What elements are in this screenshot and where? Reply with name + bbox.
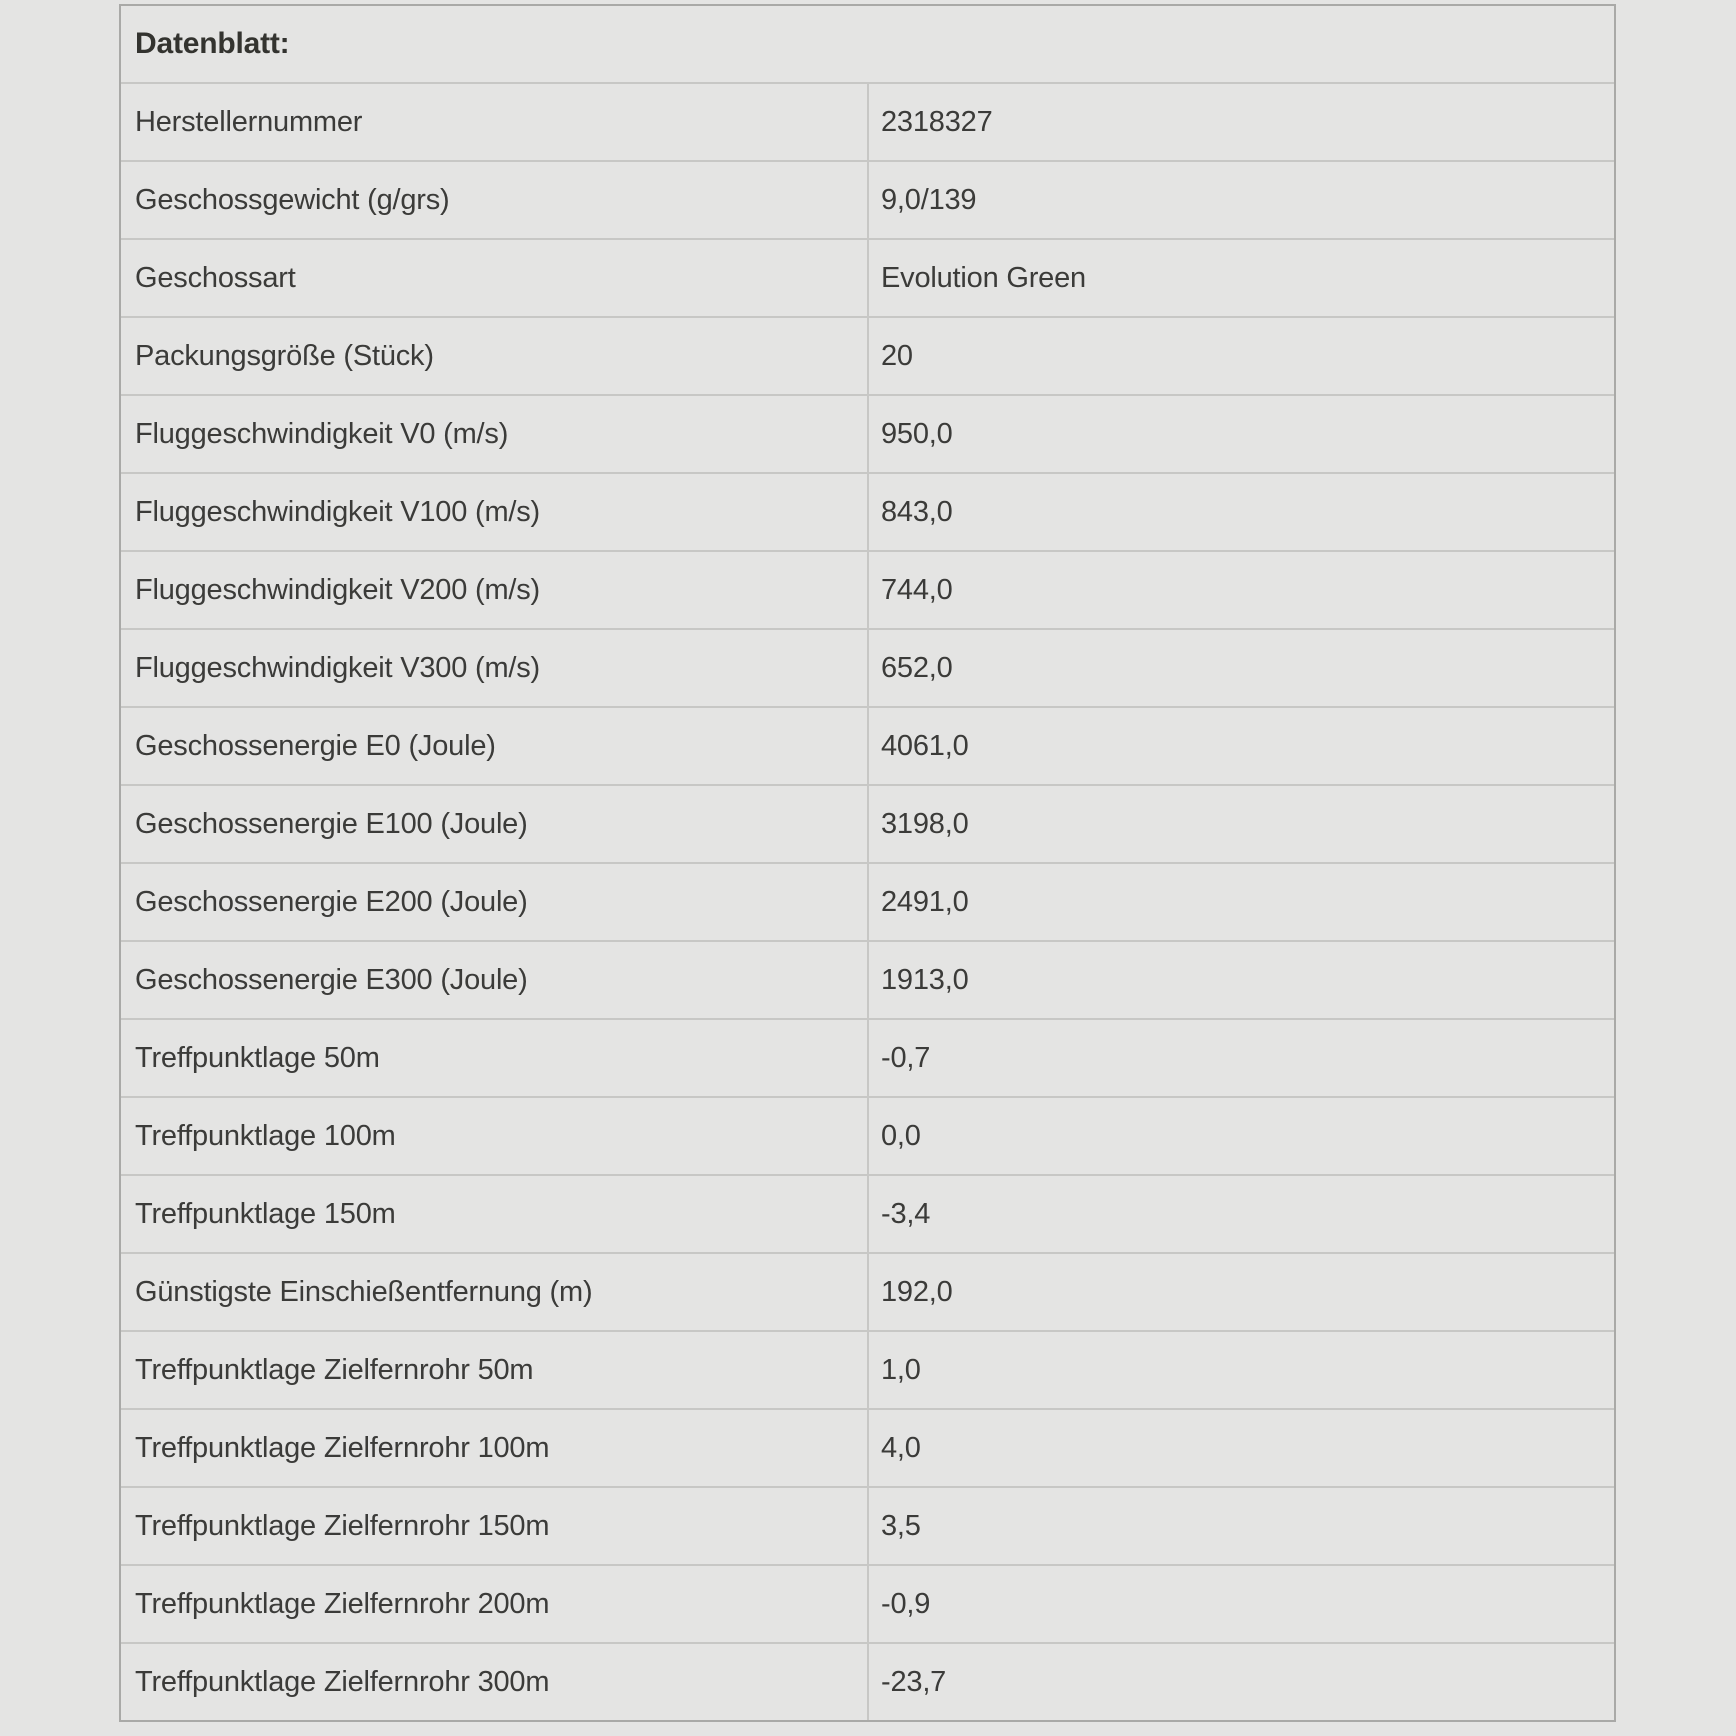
row-label: Treffpunktlage 150m <box>135 1197 396 1230</box>
row-label: Fluggeschwindigkeit V300 (m/s) <box>135 651 541 684</box>
table-row <box>121 1330 1614 1408</box>
row-label: Geschossenergie E100 (Joule) <box>135 807 528 840</box>
table-row <box>121 160 1614 238</box>
row-label: Geschossenergie E200 (Joule) <box>135 885 528 918</box>
row-label: Treffpunktlage 50m <box>135 1041 380 1074</box>
row-value: 20 <box>867 318 1614 394</box>
row-label: Geschossenergie E0 (Joule) <box>135 729 496 762</box>
row-label: Packungsgröße (Stück) <box>135 339 434 372</box>
table-row <box>121 1642 1614 1720</box>
row-value: 3198,0 <box>867 786 1614 862</box>
row-label: Geschossart <box>135 261 296 294</box>
row-value: -0,9 <box>867 1566 1614 1642</box>
row-label: Treffpunktlage 100m <box>135 1119 396 1152</box>
row-label: Fluggeschwindigkeit V200 (m/s) <box>135 573 541 606</box>
row-value: 4,0 <box>867 1410 1614 1486</box>
table-row <box>121 1096 1614 1174</box>
row-label: Fluggeschwindigkeit V100 (m/s) <box>135 495 541 528</box>
row-value: 652,0 <box>867 630 1614 706</box>
table-row <box>121 472 1614 550</box>
row-value: 0,0 <box>867 1098 1614 1174</box>
table-title: Datenblatt: <box>135 27 290 60</box>
table-row <box>121 940 1614 1018</box>
table-row <box>121 784 1614 862</box>
table-row <box>121 1252 1614 1330</box>
row-value: 9,0/139 <box>867 162 1614 238</box>
table-row <box>121 82 1614 160</box>
row-value: 3,5 <box>867 1488 1614 1564</box>
row-label: Treffpunktlage Zielfernrohr 100m <box>135 1431 550 1464</box>
row-value: 843,0 <box>867 474 1614 550</box>
row-label: Herstellernummer <box>135 105 363 138</box>
row-value: Evolution Green <box>867 240 1614 316</box>
row-value: 2318327 <box>867 84 1614 160</box>
table-row <box>121 1174 1614 1252</box>
table-row <box>121 394 1614 472</box>
table-row <box>121 238 1614 316</box>
row-value: 1913,0 <box>867 942 1614 1018</box>
row-value: 1,0 <box>867 1332 1614 1408</box>
row-label: Geschossgewicht (g/grs) <box>135 183 450 216</box>
row-label: Treffpunktlage Zielfernrohr 200m <box>135 1587 550 1620</box>
row-label: Günstigste Einschießentfernung (m) <box>135 1275 593 1308</box>
row-value: 4061,0 <box>867 708 1614 784</box>
table-row <box>121 316 1614 394</box>
table-body <box>121 82 1614 1720</box>
row-value: 950,0 <box>867 396 1614 472</box>
row-label: Treffpunktlage Zielfernrohr 50m <box>135 1353 534 1386</box>
table-row <box>121 1018 1614 1096</box>
row-label: Treffpunktlage Zielfernrohr 150m <box>135 1509 550 1542</box>
table-row <box>121 1408 1614 1486</box>
table-row <box>121 1564 1614 1642</box>
row-value: -0,7 <box>867 1020 1614 1096</box>
row-value: -23,7 <box>867 1644 1614 1720</box>
row-value: 2491,0 <box>867 864 1614 940</box>
row-label: Treffpunktlage Zielfernrohr 300m <box>135 1665 550 1698</box>
table-row <box>121 628 1614 706</box>
datenblatt-table <box>119 4 1616 1722</box>
row-value: 192,0 <box>867 1254 1614 1330</box>
row-value: 744,0 <box>867 552 1614 628</box>
table-row <box>121 1486 1614 1564</box>
row-value: -3,4 <box>867 1176 1614 1252</box>
row-label: Geschossenergie E300 (Joule) <box>135 963 528 996</box>
table-row <box>121 550 1614 628</box>
row-label: Fluggeschwindigkeit V0 (m/s) <box>135 417 509 450</box>
table-row <box>121 706 1614 784</box>
table-header-row <box>121 6 1614 82</box>
table-row <box>121 862 1614 940</box>
